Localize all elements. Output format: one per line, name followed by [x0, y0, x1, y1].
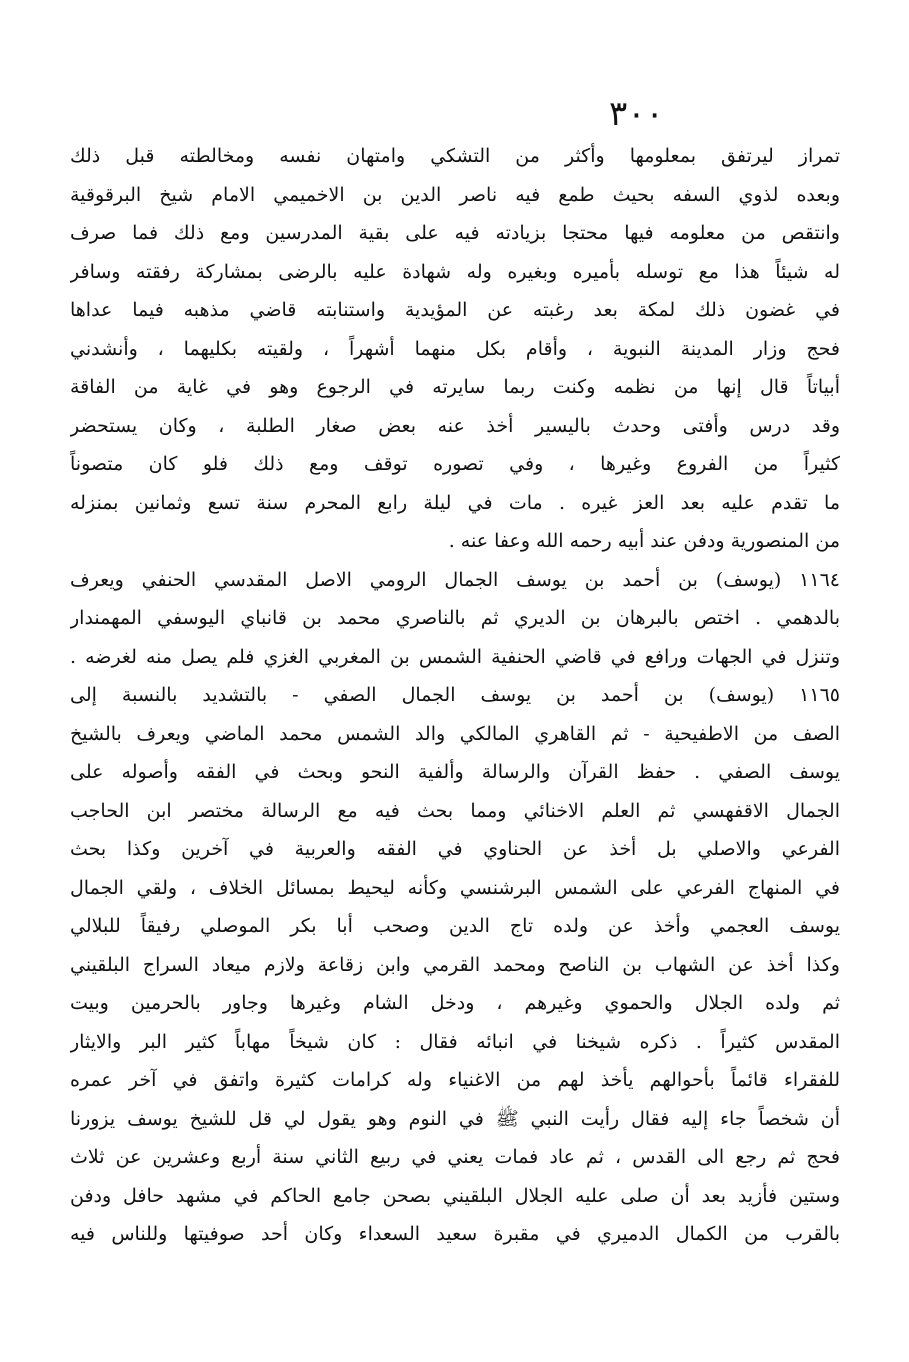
- text-line: أبياتاً قال إنها من نظمه وكنت ربما سايرته في الرجوع وهو في غاية من الفاقة: [70, 376, 840, 398]
- text-line: بالدهمي . اختص بالبرهان بن الديري ثم بالناصري محمد بن قانباي اليوسفي المهمندار: [70, 607, 840, 629]
- text-line: وتنزل في الجهات ورافع في قاضي الحنفية الشمس بن المغربي الغزي فلم يصل منه لغرضه .: [70, 645, 840, 668]
- text-line: وانتقص من معلومه فيها محتجا بزيادته فيه على بقية المدرسين ومع ذلك فما صرف: [70, 222, 840, 244]
- text-line: له شيئاً هذا مع توسله بأميره وبغيره وله شهادة عليه بالرضى بمشاركة رفقته وسافر: [70, 260, 840, 283]
- text-line: للفقراء قائماً بأحوالهم يأخذ لهم من الاغنياء وله كرامات كثيرة واتفق في آخر عمره: [70, 1069, 840, 1091]
- text-line: بالقرب من الكمال الدميري في مقبرة سعيد السعداء وكان أحد صوفيتها وللناس فيه: [70, 1223, 840, 1245]
- text-line: يوسف العجمي وأخذ عن ولده تاج الدين وصحب أبا بكر الموصلي رفيقاً للبلالي: [70, 915, 840, 937]
- text-line: كثيراً من الفروع وغيرها ، وفي تصوره توقف ومع ذلك فلو كان متصوناً: [70, 453, 840, 475]
- text-line: من المنصورية ودفن عند أبيه رحمه الله وعفا عنه .: [448, 530, 840, 552]
- entry-1165-line: ١١٦٥ (يوسف) بن أحمد بن يوسف الجمال الصفي - بالتشديد بالنسبة إلى: [70, 684, 840, 706]
- text-line: وستين فأزيد بعد أن صلى عليه الجلال البلقيني بصحن جامع الحاكم في مشهد حافل ودفن: [70, 1184, 840, 1207]
- text-line: الجمال الاقفهسي ثم العلم الاخنائي ومما بحث فيه مع الرسالة مختصر ابن الحاجب: [70, 799, 840, 822]
- text-line: فحج ثم رجع الى القدس ، ثم عاد فمات يعني في ربيع الثاني سنة أربع وعشرين عن ثلاث: [70, 1146, 840, 1168]
- body-text: [70, 137, 840, 1254]
- text-line: وكذا أخذ عن الشهاب بن الناصح ومحمد القرمي وابن زقاعة ولازم ميعاد السراج البلقيني: [70, 953, 840, 976]
- text-line: تمراز ليرتفق بمعلومها وأكثر من التشكي وامتهان نفسه ومخالطته قبل ذلك: [70, 145, 840, 167]
- text-line: في المنهاج الفرعي على الشمس البرشنسي وكأنه ليحيط بمسائل الخلاف ، ولقي الجمال: [70, 876, 840, 899]
- entry-1164-line: ١١٦٤ (يوسف) بن أحمد بن يوسف الجمال الرومي الاصل المقدسي الحنفي ويعرف: [70, 568, 840, 591]
- text-line: ما تقدم عليه بعد العز غيره . مات في ليلة رابع المحرم سنة تسع وثمانين بمنزله: [70, 491, 840, 514]
- text-line: أن شخصاً جاء إليه فقال رأيت النبي ﷺ في النوم وهو يقول لي قل للشيخ يوسف يزورنا: [70, 1107, 840, 1130]
- text-line: وبعده لذوي السفه بحيث طمع فيه ناصر الدين بن الاخميمي الامام شيخ البرقوقية: [70, 183, 840, 206]
- text-line: وقد درس وأفتى وحدث باليسير أخذ عنه بعض صغار الطلبة ، وكان يستحضر: [70, 414, 840, 437]
- page-number: ٣٠٠: [609, 94, 664, 134]
- text-line: يوسف الصفي . حفظ القرآن والرسالة وألفية النحو وبحث في الفقه وأصوله على: [70, 761, 840, 783]
- text-line: الصف من الاطفيحية - ثم القاهري المالكي والد الشمس محمد الماضي ويعرف بالشيخ: [70, 722, 840, 745]
- text-line: المقدس كثيراً . ذكره شيخنا في انبائه فقال : كان شيخاً مهاباً كثير البر والايثار: [70, 1030, 840, 1053]
- text-line: فحج وزار المدينة النبوية ، وأقام بكل منهما أشهراً ، ولقيته بكليهما ، وأنشدني: [70, 337, 840, 360]
- text-line: في غضون ذلك لمكة بعد رغبته عن المؤيدية واستنابته قاضي مذهبه فيما عداها: [70, 299, 840, 321]
- text-line: الفرعي والاصلي بل أخذ عن الحناوي في الفقه والعربية في آخرين وكذا بحث: [70, 838, 840, 860]
- text-line: ثم ولده الجلال والحموي وغيرهم ، ودخل الشام وغيرها وجاور بالحرمين وبيت: [70, 992, 840, 1014]
